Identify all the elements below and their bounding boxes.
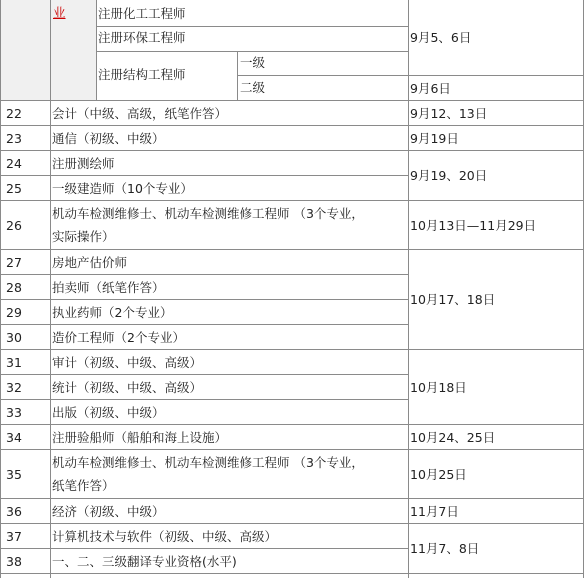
exam-name: 计算机技术与软件（初级、中级、高级）	[52, 529, 278, 544]
grid-line	[96, 51, 408, 52]
grid-line	[0, 274, 408, 275]
row-number: 23	[6, 131, 22, 146]
row-number: 36	[6, 504, 22, 519]
top-left-shade	[0, 0, 96, 100]
grid-line	[0, 449, 584, 450]
exam-name: 执业药师（2个专业）	[52, 305, 173, 320]
sub-item-chemical: 注册化工工程师	[98, 6, 186, 21]
grid-line	[0, 548, 408, 549]
row-number: 26	[6, 218, 22, 233]
exam-date: 10月25日	[410, 467, 467, 482]
exam-date: 10月24、25日	[410, 430, 496, 445]
row-number: 29	[6, 305, 22, 320]
row-number: 25	[6, 181, 22, 196]
grid-line	[0, 523, 584, 524]
level-one: 一级	[240, 55, 266, 70]
row-number: 35	[6, 467, 22, 482]
exam-name-continued: 纸笔作答）	[52, 478, 115, 493]
grid-line	[0, 324, 408, 325]
grid-line	[0, 399, 408, 400]
exam-name: 拍卖师（纸笔作答）	[52, 280, 165, 295]
grid-line	[583, 0, 584, 578]
row-number: 37	[6, 529, 22, 544]
exam-date: 9月19、20日	[410, 168, 488, 183]
grid-line	[408, 0, 409, 578]
grid-line	[0, 0, 1, 578]
row-number: 30	[6, 330, 22, 345]
exam-name: 房地产估价师	[52, 255, 128, 270]
grid-line	[0, 349, 584, 350]
grid-line	[0, 175, 408, 176]
row-number: 27	[6, 255, 22, 270]
row-number: 34	[6, 430, 22, 445]
row-number: 38	[6, 554, 22, 569]
exam-name: 一级建造师（10个专业）	[52, 181, 193, 196]
exam-date: 10月13日—11月29日	[410, 218, 537, 233]
exam-date: 11月7、8日	[410, 541, 480, 556]
grid-line	[0, 100, 584, 101]
row-number: 22	[6, 106, 22, 121]
exam-name: 通信（初级、中级）	[52, 131, 165, 146]
exam-date: 10月18日	[410, 380, 467, 395]
grid-line	[0, 125, 584, 126]
grid-line	[0, 249, 584, 250]
sub-item-environmental: 注册环保工程师	[98, 30, 186, 45]
date-top-1: 9月5、6日	[410, 30, 472, 45]
grid-line	[0, 498, 584, 499]
grid-line	[0, 150, 584, 151]
exam-name-continued: 实际操作）	[52, 229, 115, 244]
exam-name: 注册测绘师	[52, 156, 115, 171]
row-number: 31	[6, 355, 22, 370]
sub-item-structural: 注册结构工程师	[98, 67, 186, 82]
grid-line	[0, 374, 408, 375]
exam-name: 机动车检测维修士、机动车检测维修工程师 （3个专业，	[52, 206, 364, 221]
exam-name: 一、二、三级翻译专业资格(水平)	[52, 554, 237, 569]
category-fragment-link[interactable]: 业	[53, 5, 66, 20]
exam-date: 11月7日	[410, 504, 459, 519]
exam-date: 9月19日	[410, 131, 459, 146]
exam-date: 10月17、18日	[410, 292, 496, 307]
grid-line	[237, 75, 583, 76]
level-two: 二级	[240, 80, 266, 95]
exam-name: 审计（初级、中级、高级）	[52, 355, 203, 370]
exam-name: 会计（中级、高级，纸笔作答）	[52, 106, 228, 121]
grid-line	[0, 200, 584, 201]
exam-name: 机动车检测维修士、机动车检测维修工程师 （3个专业，	[52, 455, 364, 470]
grid-line	[50, 0, 51, 578]
grid-line	[96, 26, 408, 27]
exam-name: 造价工程师（2个专业）	[52, 330, 185, 345]
row-number: 32	[6, 380, 22, 395]
exam-name: 经济（初级、中级）	[52, 504, 165, 519]
exam-name: 统计（初级、中级、高级）	[52, 380, 203, 395]
grid-line	[0, 573, 584, 574]
grid-line	[0, 299, 408, 300]
grid-line	[0, 424, 584, 425]
grid-line	[96, 0, 97, 100]
date-top-2: 9月6日	[410, 81, 451, 96]
row-number: 33	[6, 405, 22, 420]
exam-name: 出版（初级、中级）	[52, 405, 165, 420]
row-number: 28	[6, 280, 22, 295]
exam-name: 注册验船师（船舶和海上设施）	[52, 430, 228, 445]
exam-date: 9月12、13日	[410, 106, 488, 121]
row-number: 24	[6, 156, 22, 171]
